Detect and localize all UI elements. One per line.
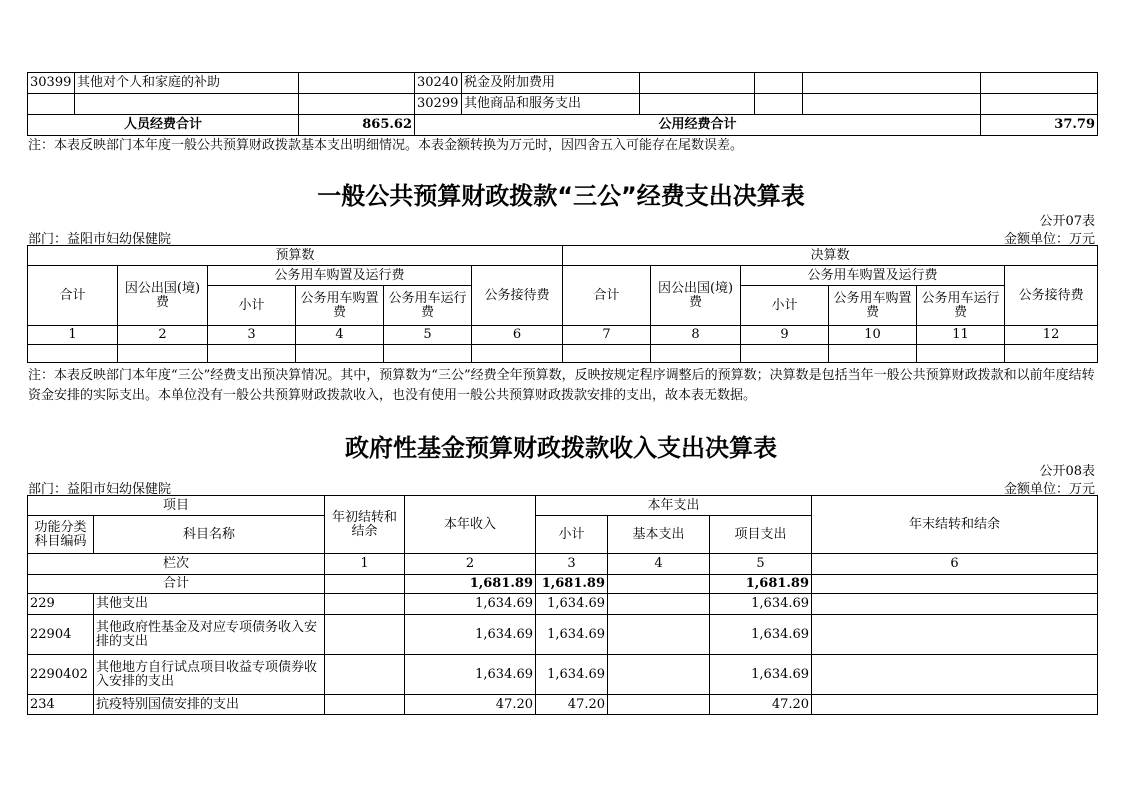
personnel-total-label: 人员经费合计 bbox=[28, 115, 299, 136]
section2-title: 一般公共预算财政拨款“三公”经费支出决算表 bbox=[317, 182, 805, 210]
h-subtotal: 小计 bbox=[536, 516, 608, 554]
table-row: 229 其他支出 1,634.69 1,634.69 1,634.69 bbox=[28, 594, 1098, 615]
h-end: 年末结转和结余 bbox=[812, 496, 1098, 554]
three-public-expense-table bbox=[27, 245, 1098, 363]
table-row: 2290402 其他地方自行试点项目收益专项债券收入安排的支出 1,634.69 1,634.69 1,634.69 bbox=[28, 655, 1098, 695]
col-car-group: 公务用车购置及运行费 bbox=[741, 266, 1005, 286]
h-expense: 本年支出 bbox=[536, 496, 812, 516]
h-income: 本年收入 bbox=[405, 496, 536, 554]
col-car-purchase: 公务用车购置费 bbox=[829, 286, 917, 326]
index-row: 1 2 3 4 5 6 7 8 9 10 11 12 bbox=[28, 326, 1098, 345]
section3-unit: 金额单位：万元 bbox=[1003, 482, 1095, 497]
gov-fund-table bbox=[27, 495, 1098, 715]
col-abroad: 因公出国(境)费 bbox=[651, 266, 741, 326]
col-subtotal: 小计 bbox=[208, 286, 296, 326]
header-budget: 预算数 bbox=[28, 246, 563, 266]
personnel-total-value: 865.62 bbox=[299, 115, 415, 136]
section2-unit: 金额单位：万元 bbox=[1003, 232, 1095, 247]
section3-title: 政府性基金预算财政拨款收入支出决算表 bbox=[345, 434, 777, 462]
col-car-purchase: 公务用车购置费 bbox=[296, 286, 384, 326]
table-row bbox=[28, 345, 1098, 363]
col-car-group: 公务用车购置及运行费 bbox=[208, 266, 472, 286]
col-abroad: 因公出国(境)费 bbox=[118, 266, 208, 326]
public-total-value: 37.79 bbox=[981, 115, 1098, 136]
table-row: 234 抗疫特别国债安排的支出 47.20 47.20 47.20 bbox=[28, 695, 1098, 715]
header-final: 决算数 bbox=[563, 246, 1098, 266]
totals-row: 合计 1,681.89 1,681.89 1,681.89 bbox=[28, 575, 1098, 594]
col-reception: 公务接待费 bbox=[1005, 266, 1098, 326]
section2-dept: 部门：益阳市妇幼保健院 bbox=[28, 232, 172, 247]
h-project: 项目支出 bbox=[710, 516, 812, 554]
col-total: 合计 bbox=[28, 266, 118, 326]
table-row: 22904 其他政府性基金及对应专项债务收入安排的支出 1,634.69 1,634.69 1,634.69 bbox=[28, 615, 1098, 655]
public-total-label: 公用经费合计 bbox=[415, 115, 981, 136]
col-car-run: 公务用车运行费 bbox=[384, 286, 472, 326]
col-subtotal: 小计 bbox=[741, 286, 829, 326]
section2-form-no: 公开07表 bbox=[1039, 214, 1095, 229]
col-car-run: 公务用车运行费 bbox=[917, 286, 1005, 326]
totals-row bbox=[28, 115, 1098, 136]
section3-dept: 部门：益阳市妇幼保健院 bbox=[28, 482, 172, 497]
col-index-row: 栏次 1 2 3 4 5 6 bbox=[28, 554, 1098, 575]
h-func-code: 功能分类科目编码 bbox=[28, 516, 94, 554]
col-total: 合计 bbox=[563, 266, 651, 326]
col-reception: 公务接待费 bbox=[472, 266, 563, 326]
note-basic-expense: 注：本表反映部门本年度一般公共预算财政拨款基本支出明细情况。本表金额转换为万元时，因四舍五入可能存在尾数误差。 bbox=[28, 138, 744, 153]
table-row: 30299 其他商品和服务支出 bbox=[28, 94, 1098, 115]
h-basic: 基本支出 bbox=[608, 516, 710, 554]
h-item: 项目 bbox=[28, 496, 325, 516]
table-row: 30399 其他对个人和家庭的补助 30240 税金及附加费用 bbox=[28, 73, 1098, 94]
h-begin: 年初结转和结余 bbox=[325, 496, 405, 554]
section3-form-no: 公开08表 bbox=[1039, 464, 1095, 479]
h-subject: 科目名称 bbox=[94, 516, 325, 554]
basic-expense-detail-table bbox=[27, 72, 1098, 136]
note-three-public: 注：本表反映部门本年度“三公”经费支出预决算情况。其中，预算数为“三公”经费全年预算数，反映按规定程序调整后的预算数；决算数是包括当年一般公共预算财政拨款和以前年度结转资金安排的实际支出。本单位没有一般公共预算财政拨款收入，也没有使用一般公共预算财政拨款安排的支出，故本表无数据。 bbox=[28, 368, 1095, 403]
